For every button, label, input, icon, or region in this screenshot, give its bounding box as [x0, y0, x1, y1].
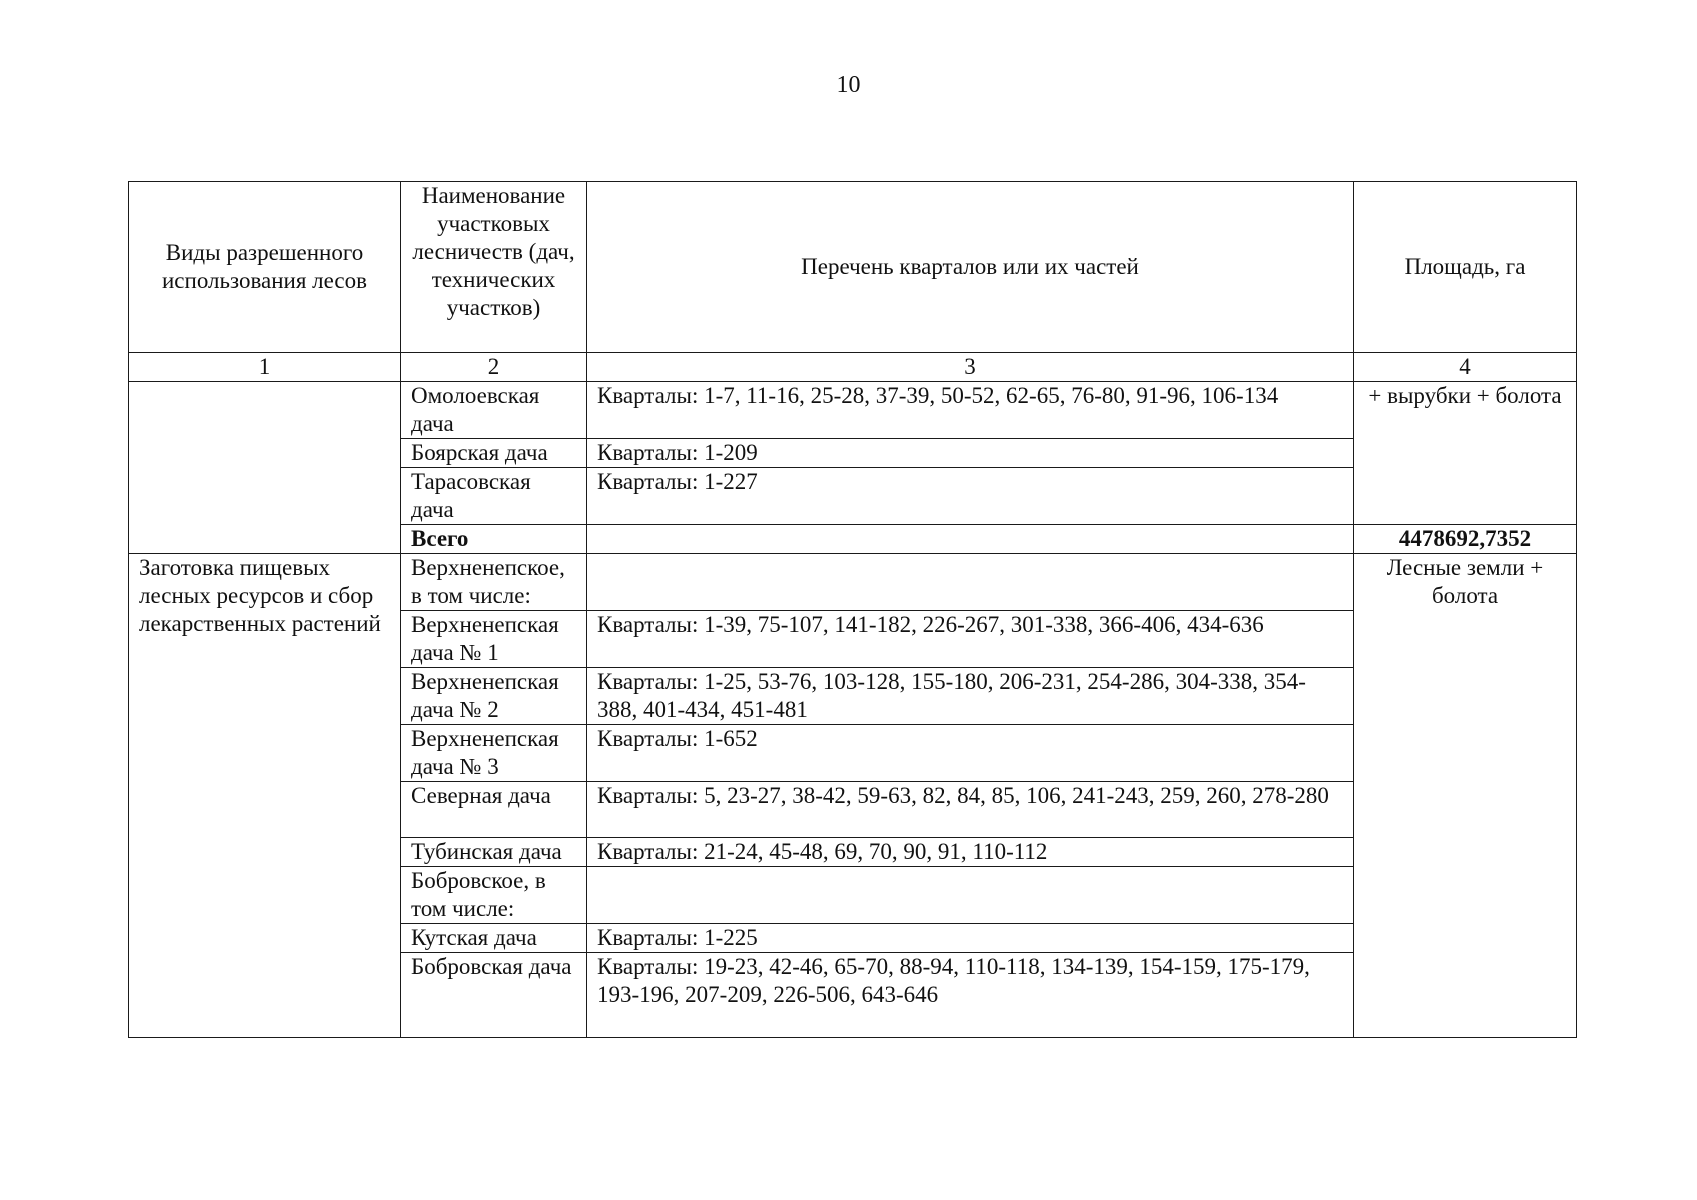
quarters-list: Кварталы: 1-225	[587, 924, 1354, 953]
area-note: Лесные земли + болота	[1354, 554, 1577, 1038]
header-area: Площадь, га	[1354, 182, 1577, 353]
forestry-name: Бобровская дача	[401, 953, 587, 1038]
forestry-name: Северная дача	[401, 782, 587, 838]
quarters-list: Кварталы: 5, 23-27, 38-42, 59-63, 82, 84, 85, 106, 241-243, 259, 260, 278-280	[587, 782, 1354, 838]
column-number: 1	[129, 353, 401, 382]
forestry-name: Верхненепская дача № 3	[401, 725, 587, 782]
forestry-name: Омолоевская дача	[401, 382, 587, 439]
table-row	[129, 554, 1577, 611]
total-label: Всего	[401, 525, 587, 554]
forestry-name: Тубинская дача	[401, 838, 587, 867]
quarters-list: Кварталы: 1-25, 53-76, 103-128, 155-180, 206-231, 254-286, 304-338, 354-388, 401-434, 451-481	[587, 668, 1354, 725]
use-type-cell	[129, 382, 401, 554]
quarters-list: Кварталы: 19-23, 42-46, 65-70, 88-94, 110-118, 134-139, 154-159, 175-179, 193-196, 207-209, 226-506, 643-646	[587, 953, 1354, 1038]
quarters-list: Кварталы: 1-7, 11-16, 25-28, 37-39, 50-52, 62-65, 76-80, 91-96, 106-134	[587, 382, 1354, 439]
quarters-list: Кварталы: 21-24, 45-48, 69, 70, 90, 91, 110-112	[587, 838, 1354, 867]
column-number: 4	[1354, 353, 1577, 382]
header-forestry-name: Наименование участковых лесничеств (дач, технических участков)	[401, 182, 587, 353]
total-area-value: 4478692,7352	[1354, 525, 1577, 554]
forestry-name: Кутская дача	[401, 924, 587, 953]
forestry-name: Верхненепское, в том числе:	[401, 554, 587, 611]
quarters-list: Кварталы: 1-227	[587, 468, 1354, 525]
quarters-list	[587, 867, 1354, 924]
header-use-type: Виды разрешенного использования лесов	[129, 182, 401, 353]
use-type-cell: Заготовка пищевых лесных ресурсов и сбор лекарственных растений	[129, 554, 401, 1038]
forest-use-table	[128, 181, 1577, 1038]
column-number: 3	[587, 353, 1354, 382]
forestry-name: Верхненепская дача № 2	[401, 668, 587, 725]
column-number-row	[129, 353, 1577, 382]
table-row	[129, 382, 1577, 439]
forestry-name: Верхненепская дача № 1	[401, 611, 587, 668]
forestry-name: Тарасовская дача	[401, 468, 587, 525]
forestry-name: Боярская дача	[401, 439, 587, 468]
quarters-list	[587, 554, 1354, 611]
quarters-list: Кварталы: 1-209	[587, 439, 1354, 468]
column-number: 2	[401, 353, 587, 382]
total-empty-cell	[587, 525, 1354, 554]
quarters-list: Кварталы: 1-652	[587, 725, 1354, 782]
header-quarters-list: Перечень кварталов или их частей	[587, 182, 1354, 353]
table-header-row	[129, 182, 1577, 353]
quarters-list: Кварталы: 1-39, 75-107, 141-182, 226-267, 301-338, 366-406, 434-636	[587, 611, 1354, 668]
page-number: 10	[836, 72, 861, 98]
forestry-name: Бобровское, в том числе:	[401, 867, 587, 924]
area-note: + вырубки + болота	[1354, 382, 1577, 525]
